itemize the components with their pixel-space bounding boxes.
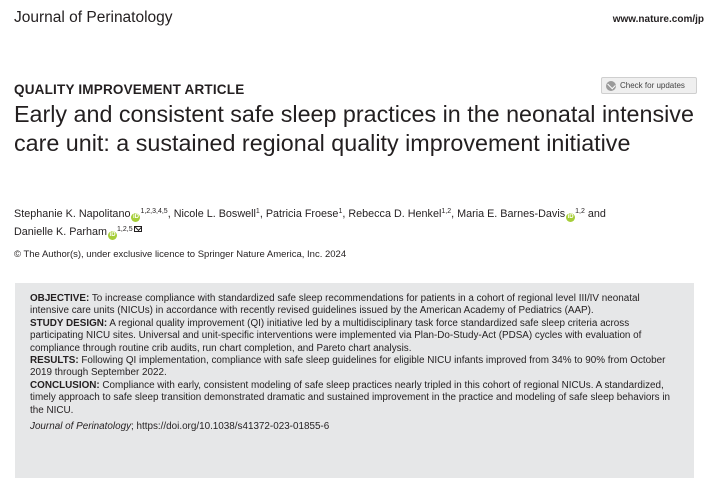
author-name[interactable]: Patricia Froese xyxy=(265,208,339,220)
author-separator: , xyxy=(342,208,349,220)
conclusion-label: CONCLUSION: xyxy=(30,379,100,391)
orcid-icon[interactable]: iD xyxy=(132,214,139,220)
author-name[interactable]: Stephanie K. Napolitano xyxy=(14,208,131,220)
article-title: Early and consistent safe sleep practices in the neonatal intensive care unit: a sustained regional quality improvement initiative xyxy=(14,101,694,156)
email-icon[interactable] xyxy=(134,226,142,232)
author-affiliation: 1,2 xyxy=(441,208,452,215)
author-name[interactable]: Maria E. Barnes-Davis xyxy=(457,208,566,220)
study-design-label: STUDY DESIGN: xyxy=(30,317,108,329)
author-separator: , xyxy=(167,208,174,220)
author-affiliation: 1,2 xyxy=(575,208,585,215)
check-updates-icon xyxy=(606,81,616,91)
author-separator: and xyxy=(584,208,606,220)
conclusion-text: Compliance with early, consistent modeling of safe sleep practices nearly tripled in this cohort of regional NICUs. A standardized, timely approach to safe sleep transition demonstrated dramatic and sustained improvement in the practice and modeling of safe sleep behaviors in the NICU. xyxy=(30,379,671,416)
results-label: RESULTS: xyxy=(30,355,79,367)
study-design-text: A regional quality improvement (QI) initiative led by a multidisciplinary task force standardized safe sleep criteria across participating NICU sites. Universal and unit-specific interventions were implemented via Plan-Do-Study-Act (PDSA) cycles with evaluation of compliance through routine crib audits, run chart completion, and Pareto chart analysis. xyxy=(30,317,642,354)
article-type: QUALITY IMPROVEMENT ARTICLE xyxy=(14,82,245,97)
objective-text: To increase compliance with standardized safe sleep recommendations for patients in a cohort of regional level III/IV neonatal intensive care units (NICUs) in accordance with recently revised guidelines issued by the American Academy of Pediatrics (AAP). xyxy=(30,293,640,317)
check-for-updates-button[interactable] xyxy=(601,77,697,94)
author-affiliation: 1,2,3,4,5 xyxy=(140,208,168,215)
abstract-objective xyxy=(30,293,679,318)
abstract-results xyxy=(30,355,679,380)
abstract-study-design xyxy=(30,318,679,355)
citation-doi-link[interactable]: ; https://doi.org/10.1038/s41372-023-01855-6 xyxy=(131,421,330,433)
citation xyxy=(30,421,679,433)
copyright-notice: © The Author(s), under exclusive licence to Springer Nature America, Inc. 2024 xyxy=(14,249,347,260)
author-separator: , xyxy=(259,208,266,220)
orcid-icon[interactable]: iD xyxy=(567,214,574,220)
journal-name: Journal of Perinatology xyxy=(14,9,173,26)
orcid-icon[interactable]: iD xyxy=(109,232,116,238)
citation-journal: Journal of Perinatology xyxy=(30,421,132,433)
abstract xyxy=(15,283,694,478)
check-updates-label: Check for updates xyxy=(620,81,685,90)
author-list xyxy=(14,204,694,240)
author-name[interactable]: Rebecca D. Henkel xyxy=(348,208,442,220)
author-name[interactable]: Nicole L. Boswell xyxy=(173,208,256,220)
results-text: Following QI implementation, compliance with safe sleep guidelines for eligible NICU infants improved from 34% to 90% from October 2019 through September 2022. xyxy=(30,355,666,379)
journal-url-link[interactable]: www.nature.com/jp xyxy=(612,14,704,25)
objective-label: OBJECTIVE: xyxy=(30,293,90,304)
author-affiliation: 1,2,5 xyxy=(117,226,133,233)
abstract-conclusion xyxy=(30,380,679,417)
author-name[interactable]: Danielle K. Parham xyxy=(14,226,108,238)
author-affiliation: 1 xyxy=(338,208,343,215)
author-separator: , xyxy=(451,208,458,220)
author-affiliation: 1 xyxy=(255,208,260,215)
